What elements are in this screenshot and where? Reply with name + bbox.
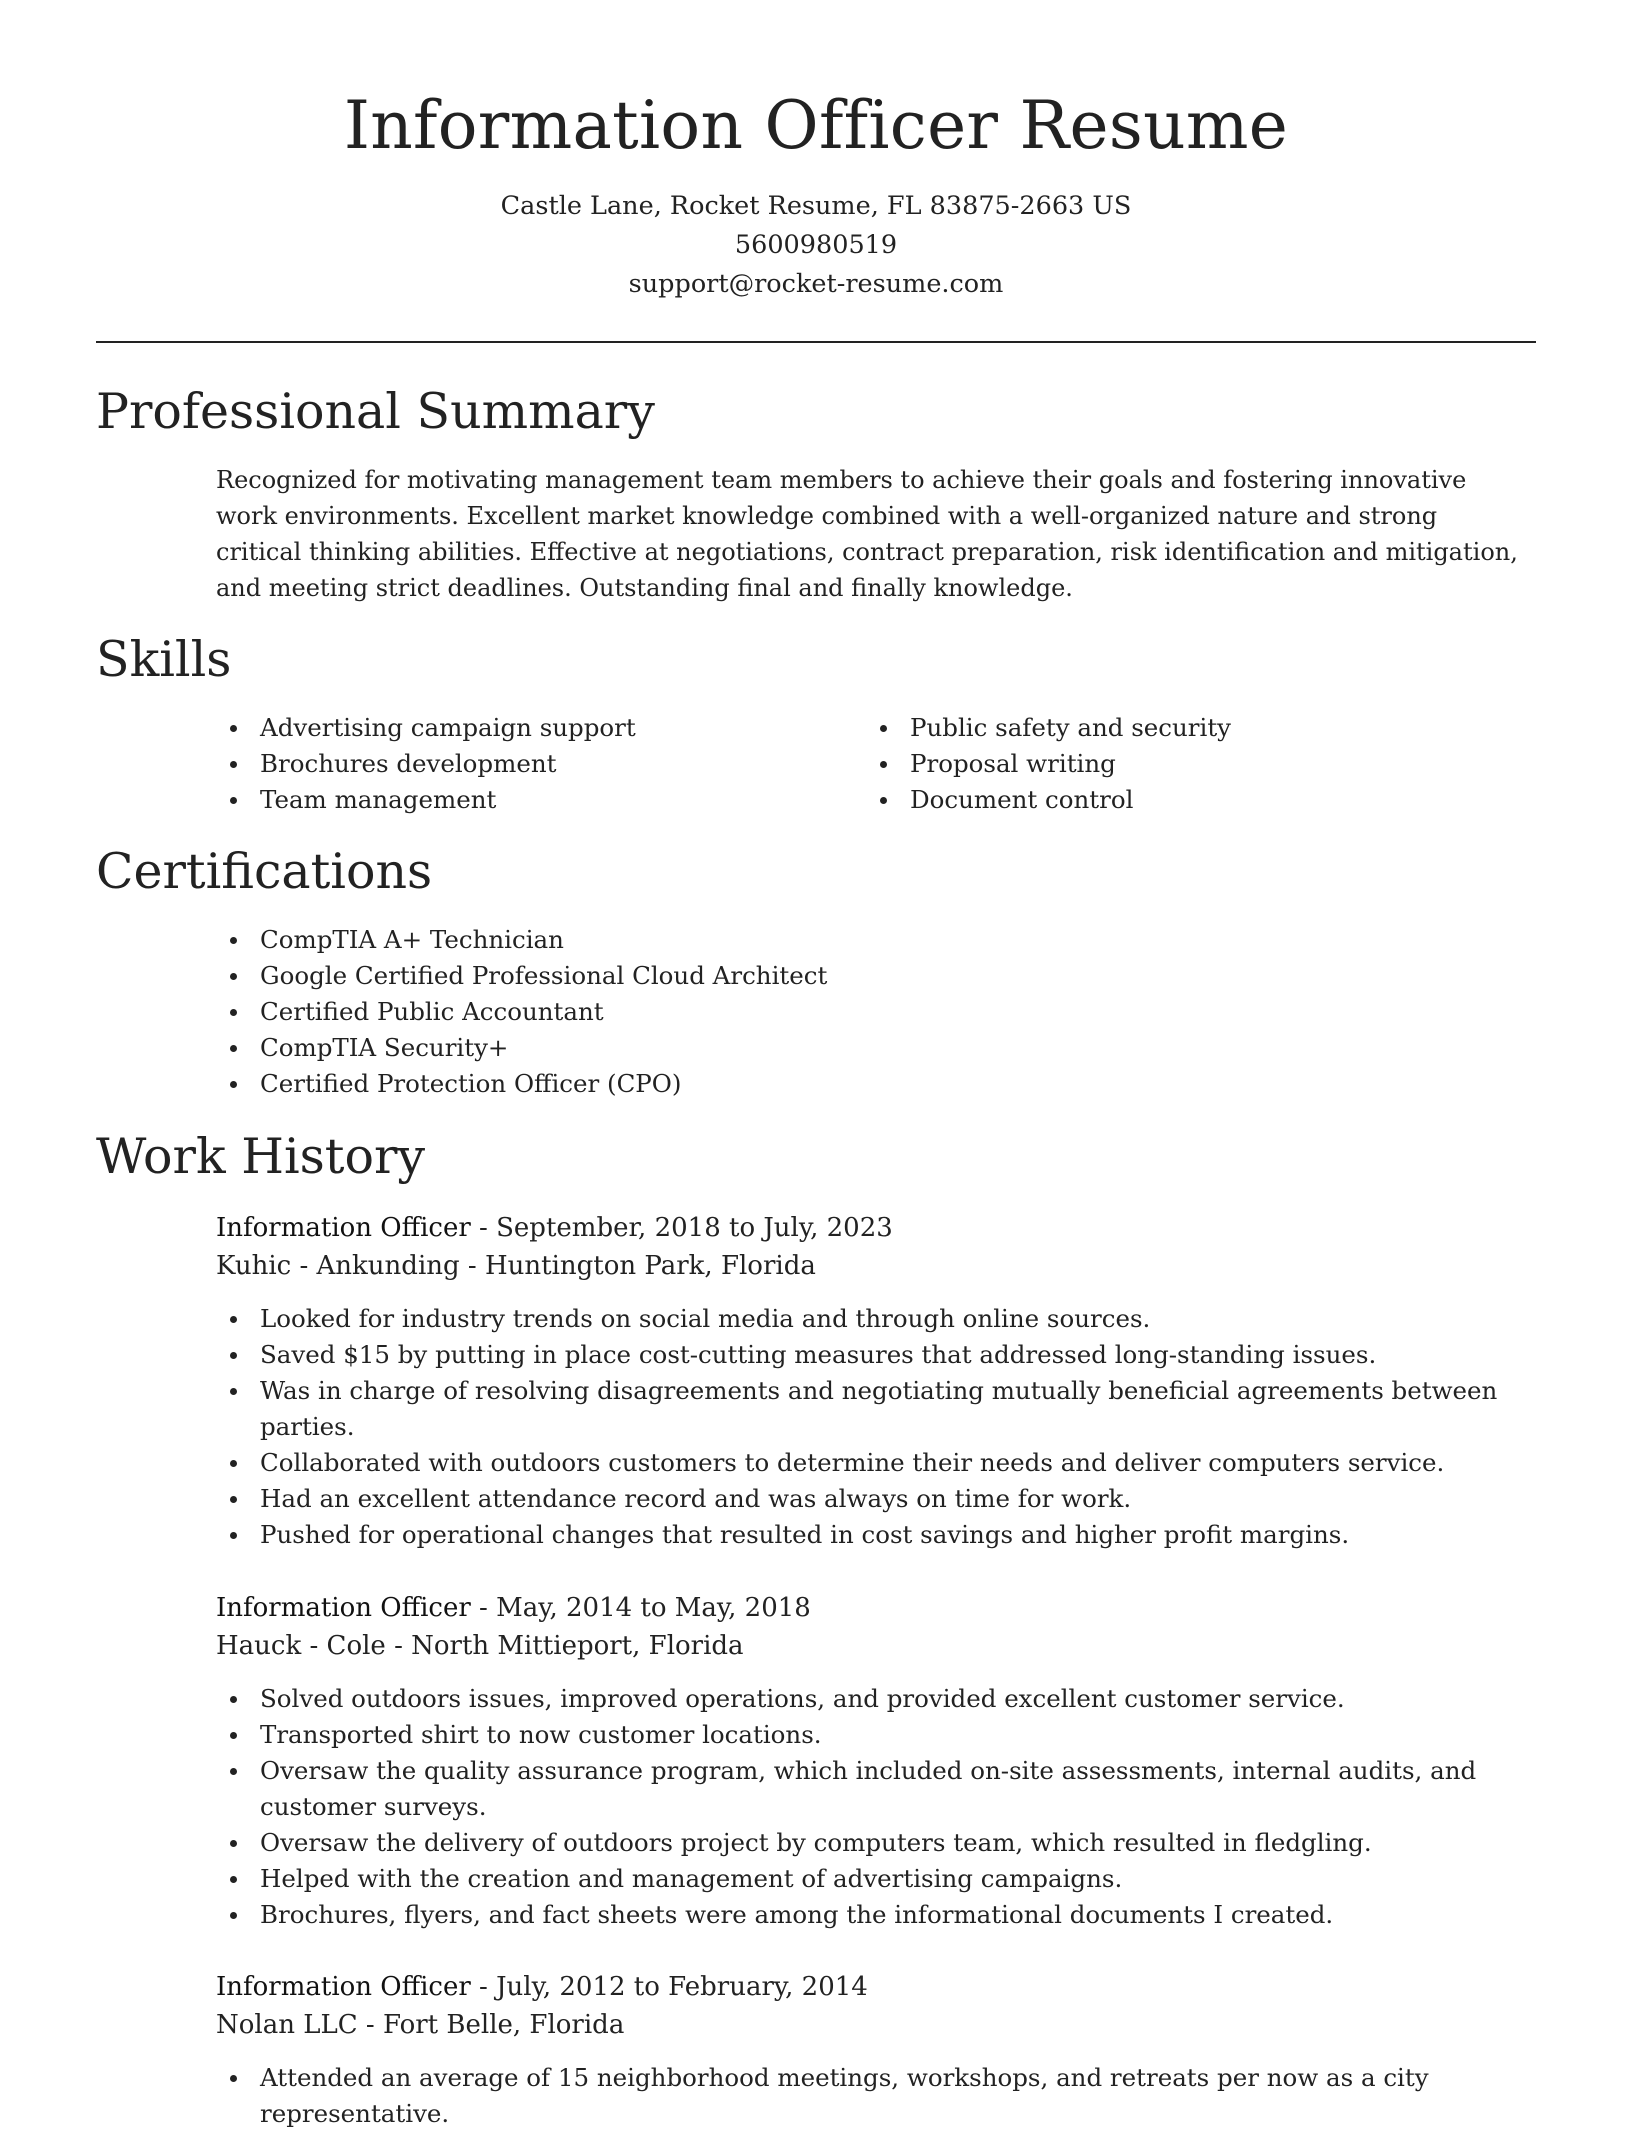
skill-item: Team management xyxy=(216,782,856,818)
job-bullet: Transported shirt to now customer locations. xyxy=(216,1717,1546,1753)
job-bullet: Oversaw the quality assurance program, which included on-site assessments, internal audits, and customer surveys. xyxy=(216,1753,1546,1825)
job-bullet: Brochures, flyers, and fact sheets were among the informational documents I created. xyxy=(216,1897,1546,1933)
resume-title: Information Officer Resume xyxy=(343,87,1289,164)
work-history-heading: Work History xyxy=(96,1128,426,1185)
job-entry xyxy=(216,1589,1546,1933)
skills-heading: Skills xyxy=(96,631,232,688)
certification-item: CompTIA Security+ xyxy=(216,1030,1516,1066)
job-title: Information Officer xyxy=(216,1593,471,1623)
job-location: - Fort Belle, Florida xyxy=(357,2010,625,2040)
job-bullet: Looked for industry trends on social media and through online sources. xyxy=(216,1301,1546,1337)
job-dates: - September, 2018 to July, 2023 xyxy=(470,1213,893,1243)
job-title-line xyxy=(216,1968,1546,2006)
summary-text: Recognized for motivating management team members to achieve their goals and fostering innovative work environments. Excellent market knowledge combined with a well-organized nature and strong critical thinking abilities. Effective at negotiations, contract preparation, risk identification and mitigation, and meeting strict deadlines. Outstanding final and finally knowledge. xyxy=(216,466,1518,602)
certifications-heading: Certifications xyxy=(96,843,433,900)
certifications-list xyxy=(216,922,1516,1102)
skills-list-left xyxy=(216,710,856,818)
contact-info xyxy=(96,187,1536,304)
skill-item: Brochures development xyxy=(216,746,856,782)
job-bullet: Was in charge of resolving disagreements and negotiating mutually beneficial agreements between parties. xyxy=(216,1373,1546,1445)
job-bullet: Solved outdoors issues, improved operations, and provided excellent customer service. xyxy=(216,1681,1546,1717)
job-title-line xyxy=(216,1209,1546,1247)
job-bullets xyxy=(172,1681,1546,1933)
job-bullet: Pushed for operational changes that resulted in cost savings and higher profit margins. xyxy=(216,1517,1546,1553)
job-bullet: Attended an average of 15 neighborhood meetings, workshops, and retreats per now as a city representative. xyxy=(216,2060,1546,2132)
certification-item: Google Certified Professional Cloud Architect xyxy=(216,958,1516,994)
skill-item: Proposal writing xyxy=(866,746,1506,782)
job-employer-line xyxy=(216,2006,1546,2044)
job-location: - North Mittieport, Florida xyxy=(385,1631,744,1661)
contact-phone: 5600980519 xyxy=(734,230,898,260)
job-entry xyxy=(216,1968,1546,2132)
resume-header xyxy=(96,78,1536,304)
job-bullets xyxy=(172,2060,1546,2132)
job-dates: - May, 2014 to May, 2018 xyxy=(470,1593,811,1623)
job-title: Information Officer xyxy=(216,1213,471,1243)
summary-heading: Professional Summary xyxy=(96,383,655,440)
skill-item: Public safety and security xyxy=(866,710,1506,746)
job-bullet: Collaborated with outdoors customers to determine their needs and deliver computers service. xyxy=(216,1445,1546,1481)
job-location: - Huntington Park, Florida xyxy=(459,1251,816,1281)
job-employer: Hauck - Cole xyxy=(216,1631,386,1661)
job-title-line xyxy=(216,1589,1546,1627)
header-divider xyxy=(96,341,1536,343)
job-employer: Kuhic - Ankunding xyxy=(216,1251,460,1281)
certification-item: CompTIA A+ Technician xyxy=(216,922,1516,958)
job-bullet: Saved $15 by putting in place cost-cutting measures that addressed long-standing issues. xyxy=(216,1337,1546,1373)
job-bullets xyxy=(172,1301,1546,1553)
skills-list-right xyxy=(866,710,1506,818)
job-employer-line xyxy=(216,1627,1546,1665)
certification-item: Certified Protection Officer (CPO) xyxy=(216,1066,1516,1102)
job-employer-line xyxy=(216,1247,1546,1285)
job-bullet: Helped with the creation and management of advertising campaigns. xyxy=(216,1861,1546,1897)
skill-item: Advertising campaign support xyxy=(216,710,856,746)
job-entry xyxy=(216,1209,1546,1553)
job-employer: Nolan LLC xyxy=(216,2010,358,2040)
job-title: Information Officer xyxy=(216,1972,471,2002)
skill-item: Document control xyxy=(866,782,1506,818)
job-bullet: Oversaw the delivery of outdoors project by computers team, which resulted in fledgling. xyxy=(216,1825,1546,1861)
contact-email: support@rocket-resume.com xyxy=(628,269,1004,299)
job-dates: - July, 2012 to February, 2014 xyxy=(470,1972,868,2002)
contact-address: Castle Lane, Rocket Resume, FL 83875-2663 US xyxy=(500,191,1132,221)
certification-item: Certified Public Accountant xyxy=(216,994,1516,1030)
job-bullet: Had an excellent attendance record and was always on time for work. xyxy=(216,1481,1546,1517)
